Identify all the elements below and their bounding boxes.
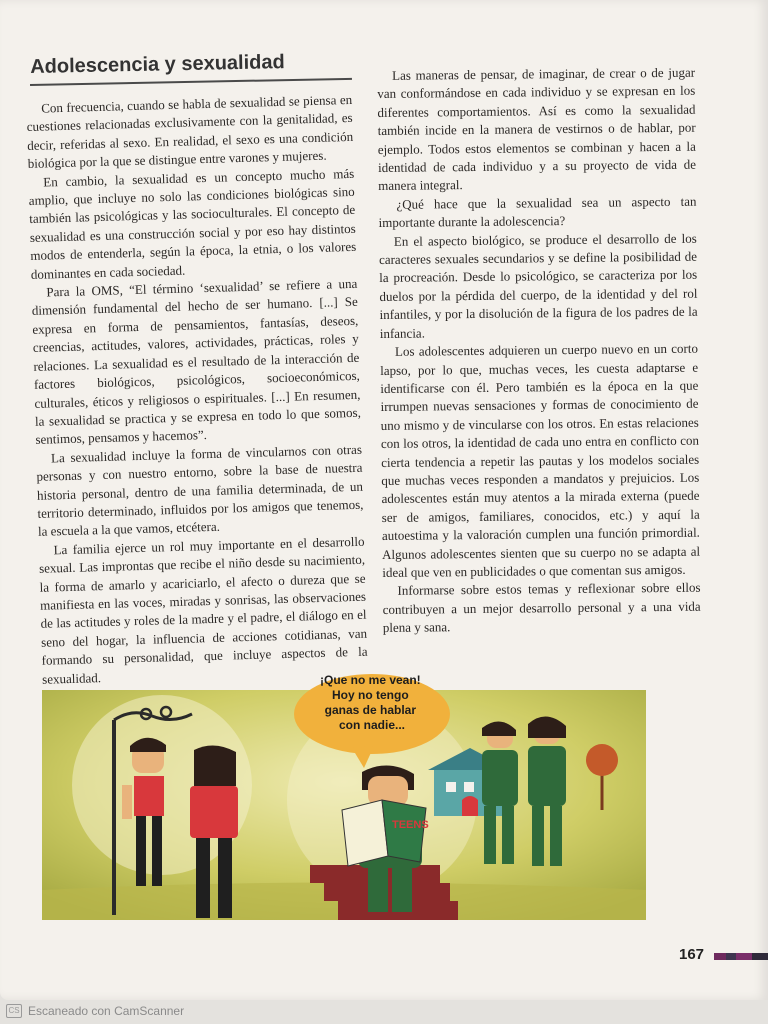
right-text-column bbox=[377, 64, 701, 638]
question-paragraph: ¿Qué hace que la sexualidad sea un aspecto tan importante durante la adolescencia? bbox=[378, 193, 697, 231]
bubble-line: ¡Que no me vean! bbox=[319, 673, 421, 687]
page-number: 167 bbox=[679, 946, 705, 963]
scanner-text: Escaneado con CamScanner bbox=[28, 1004, 185, 1018]
bubble-line: Hoy no tengo bbox=[331, 688, 409, 702]
title-underline bbox=[30, 78, 352, 86]
paragraph: En cambio, la sexualidad es un concepto mucho más amplio, que incluye no solo las condiciones biológicas sino también las psicológicas y las socioculturales. El concepto de sexualidad es una construcción social y por eso hay distintos modos de entenderla, según la época, la etnia, o los valores dominantes en cada sociedad. bbox=[28, 165, 357, 282]
scanner-watermark bbox=[6, 1002, 184, 1020]
paragraph: En el aspecto biológico, se produce el desarrollo de los caracteres sexuales secundarios y se define la posibilidad de la procreación. Desde lo psicológico, se caracteriza por los duelos por la pérdida del cuerpo, de la identidad y del rol infantiles, y por la disolución de la figura de los padres de la infancia. bbox=[378, 230, 698, 341]
paragraph: Con frecuencia, cuando se habla de sexualidad se piensa en cuestiones relacionadas exclusivamente con la genitalidad, es decir, referidas al sexo. En realidad, el sexo es una condición biológica por la que se distingue entre varones y mujeres. bbox=[26, 91, 354, 172]
paragraph: La sexualidad incluye la forma de vincularnos con otras personas y con nuestro entorno, sobre la base de nuestra historia personal, dentro de una familia determinada, de un territorio determinado, influidos por los amigos que tenemos, la escuela a la que vamos, etcétera. bbox=[36, 441, 364, 540]
bubble-line: ganas de hablar bbox=[324, 703, 417, 717]
left-text-column bbox=[26, 91, 368, 689]
magazine bbox=[342, 800, 429, 866]
section-title: Adolescencia y sexualidad bbox=[30, 51, 285, 78]
paragraph: Los adolescentes adquieren un cuerpo nuevo en un corto lapso, por lo que, muchas veces, les cuesta adaptarse e identificarse con él. Pero también es la época en la que irrumpen nuevas sensaciones y formas de conocimiento de uno mismo y de vincularse con los otros. En estas relaciones con los otros, la identidad de cada uno entra en conflicto con cierta tendencia a repetir las pautas y los modelos sociales que muchas veces responden a mandatos y prejuicios. Los adolescentes están muy atentos a la mirada externa (puede ser de amigos, familiares, conocidos, etc.) y aquí la autoestima y la valoración cumplen una función primordial. Algunos adolescentes sienten que su cuerpo no se adapta al ideal que ven en publicidades o que comentan sus amigos. bbox=[380, 340, 701, 580]
bubble-line: con nadie... bbox=[338, 718, 406, 732]
camscanner-logo-icon: CS bbox=[6, 1004, 22, 1018]
paragraph: Para la OMS, “El término ‘sexualidad’ se refiere a una dimensión fundamental del hecho de ser humano. [...] Se expresa en forma de pensamientos, fantasías, deseos, creencias, actitudes, valores, actividades, prácticas, roles y relaciones. La sexualidad es el resultado de la interacción de factores biológicos, psicológicos, socioeconómicos, culturales, éticos y religiosos o espirituales. [...] En resumen, la sexualidad se practica y se expresa en todo lo que somos, sentimos, pensamos y hacemos”. bbox=[31, 275, 362, 448]
magazine-label: TEENS bbox=[392, 819, 429, 831]
paragraph: Las maneras de pensar, de imaginar, de crear o de jugar van conformándose en cada individuo y se expresan en los diferentes comportamientos. Así es como la sexualidad también incide en la manera de vestirnos o de hablar, por ejemplo. Todos estos elementos se combinan y hacen a la identidad de cada individuo y a su proyecto de vida de manera integral. bbox=[377, 64, 697, 194]
page-color-tab bbox=[714, 953, 768, 960]
illustration bbox=[42, 673, 646, 920]
paragraph: Informarse sobre estos temas y reflexionar sobre ellos contribuyen a un mejor desarrollo personal y a una vida plena y sana. bbox=[382, 580, 701, 636]
paragraph: La familia ejerce un rol muy importante en el desarrollo sexual. Las improntas que recibe el niño desde su nacimiento, la forma de amarlo y acariciarlo, el afecto o dureza que se manifiesta en las voces, miradas y sonrisas, las observaciones de las actitudes y roles de la madre y el padre, el diálogo en el seno del hogar, la influencia de acciones cotidianas, van formando su personalidad, que incluye aspectos de la sexualidad. bbox=[38, 533, 368, 687]
